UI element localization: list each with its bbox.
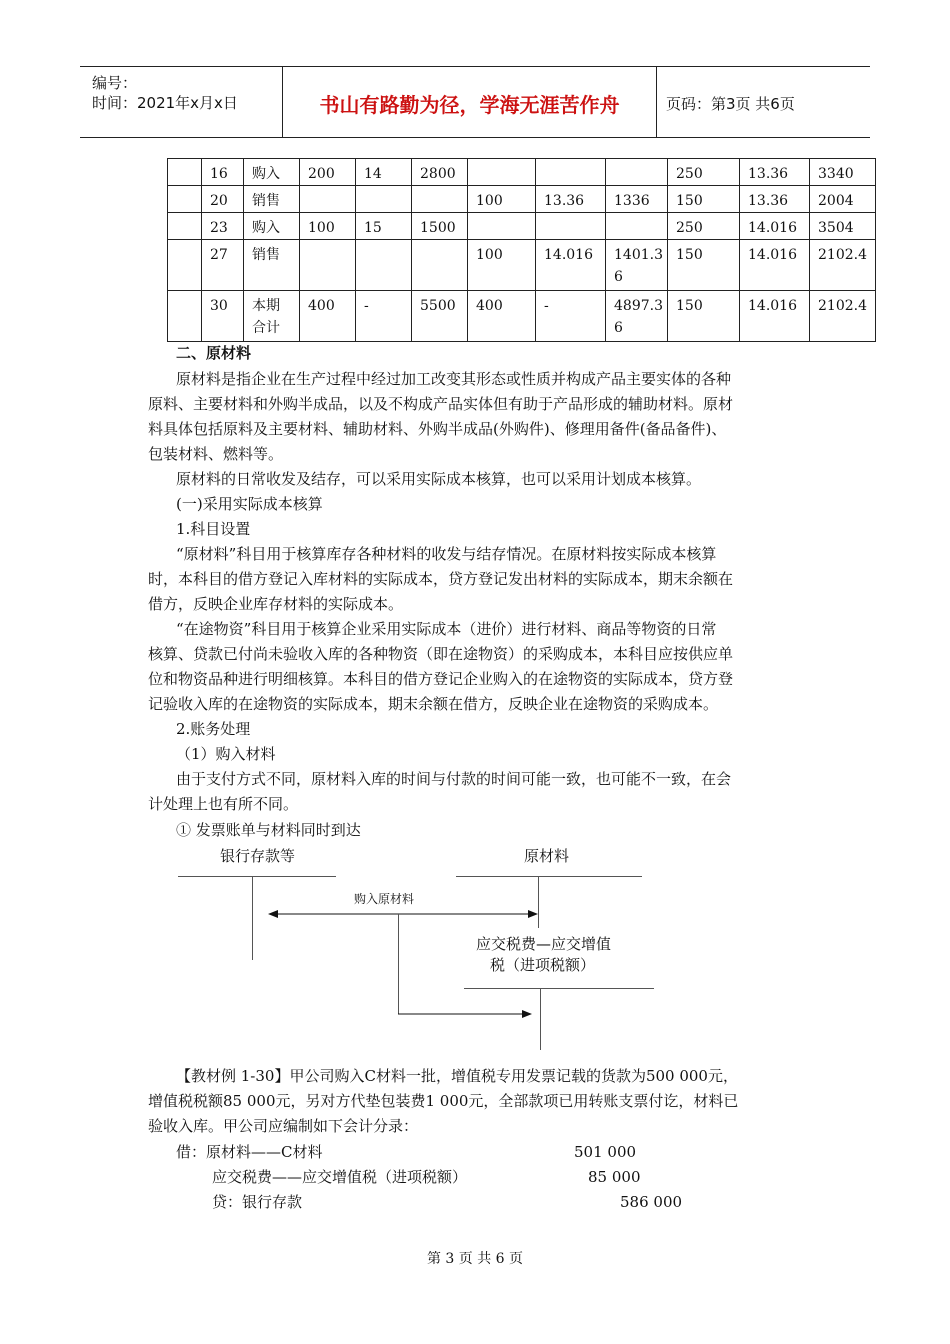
table-cell: 3340 — [810, 159, 876, 186]
inventory-ledger-table — [167, 158, 876, 342]
table-cell: 150 — [668, 291, 740, 342]
para3-line3: 借方，反映企业库存材料的实际成本。 — [148, 595, 404, 613]
table-cell: 4897.3 6 — [606, 291, 668, 342]
table-cell: 购入 — [244, 159, 300, 186]
table-cell — [468, 213, 536, 240]
table-cell: 销售 — [244, 240, 300, 291]
example-line2: 增值税税额85 000元，另对方代垫包装费1 000元，全部款项已用转账支票付讫，材料已 — [148, 1092, 739, 1110]
table-cell: 27 — [202, 240, 244, 291]
right-account-line — [456, 876, 642, 877]
table-cell: 13.36 — [740, 159, 810, 186]
table-cell — [606, 213, 668, 240]
table-cell: 2102.4 — [810, 240, 876, 291]
table-cell: 100 — [468, 186, 536, 213]
para5-line2: 计处理上也有所不同。 — [148, 795, 299, 813]
debit2-label: 应交税费——应交增值税（进项税额） — [212, 1168, 468, 1186]
subheading-account-setup: 1.科目设置 — [176, 520, 251, 538]
table-cell: 250 — [668, 159, 740, 186]
subheading-purchase: （1）购入材料 — [176, 745, 276, 763]
example-line3: 验收入库。甲公司应编制如下会计分录： — [148, 1117, 419, 1135]
right-account-label: 原材料 — [524, 847, 570, 865]
section-title: 二、原材料 — [176, 344, 252, 362]
right-arrow-icon — [398, 1006, 532, 1022]
table-cell: 400 — [300, 291, 356, 342]
subheading-actual-cost: (一)采用实际成本核算 — [176, 495, 323, 513]
table-cell: 400 — [468, 291, 536, 342]
tax-account-label-line1: 应交税费—应交增值 — [476, 935, 612, 953]
table-cell: 14.016 — [740, 240, 810, 291]
left-account-divider — [252, 876, 253, 960]
header-page-info: 页码：第3页 共6页 — [666, 95, 795, 113]
case1-heading: ① 发票账单与材料同时到达 — [176, 821, 361, 839]
table-cell: 16 — [202, 159, 244, 186]
date-label: 时间：2021年x月x日 — [92, 94, 238, 112]
table-cell — [168, 291, 202, 342]
header-motto: 书山有路勤为径，学海无涯苦作舟 — [319, 93, 620, 117]
table-cell: 14.016 — [740, 213, 810, 240]
para2: 原材料的日常收发及结存，可以采用实际成本核算，也可以采用计划成本核算。 — [176, 470, 702, 488]
para3-line2: 时，本科目的借方登记入库材料的实际成本，贷方登记发出材料的实际成本，期末余额在 — [148, 570, 734, 588]
table-cell: - — [356, 291, 412, 342]
header-meta — [92, 73, 238, 113]
table-cell: - — [536, 291, 606, 342]
double-arrow-icon — [268, 906, 538, 922]
tax-account-divider — [540, 988, 541, 1050]
table-cell — [168, 159, 202, 186]
table-cell: 20 — [202, 186, 244, 213]
table-cell: 14 — [356, 159, 412, 186]
table-cell: 1336 — [606, 186, 668, 213]
left-account-line — [178, 876, 336, 877]
table-cell: 1401.3 6 — [606, 240, 668, 291]
table-cell: 100 — [300, 213, 356, 240]
para1-line4: 包装材料、燃料等。 — [148, 445, 284, 463]
para1-line3: 料具体包括原料及主要材料、辅助材料、外购半成品(外购件)、修理用备件(备品备件)、 — [148, 420, 727, 438]
number-label: 编号： — [92, 74, 138, 92]
table-cell: 200 — [300, 159, 356, 186]
table-cell: 14.016 — [740, 291, 810, 342]
arrow-label: 购入原材料 — [354, 892, 415, 906]
left-account-label: 银行存款等 — [220, 847, 296, 865]
debit1-amount: 501 000 — [574, 1143, 637, 1161]
table-cell — [300, 186, 356, 213]
debit1-label: 借：原材料——C材料 — [176, 1143, 323, 1161]
table-cell: 销售 — [244, 186, 300, 213]
table-cell: 100 — [468, 240, 536, 291]
credit-amount: 586 000 — [620, 1193, 683, 1211]
table-cell — [168, 240, 202, 291]
table-cell: 2102.4 — [810, 291, 876, 342]
para1-line1: 原材料是指企业在生产过程中经过加工改变其形态或性质并构成产品主要实体的各种 — [176, 370, 732, 388]
para4-line4: 记验收入库的在途物资的实际成本，期末余额在借方，反映企业在途物资的采购成本。 — [148, 695, 719, 713]
table-cell: 1500 — [412, 213, 468, 240]
table-row — [168, 240, 876, 291]
example-line1: 【教材例 1-30】甲公司购入C材料一批，增值税专用发票记载的货款为500 000元， — [176, 1067, 738, 1085]
table-cell: 5500 — [412, 291, 468, 342]
table-cell: 本期 合计 — [244, 291, 300, 342]
table-cell: 14.016 — [536, 240, 606, 291]
table-cell — [536, 213, 606, 240]
table-cell: 13.36 — [536, 186, 606, 213]
table-cell: 30 — [202, 291, 244, 342]
page-footer: 第 3 页 共 6 页 — [426, 1251, 524, 1267]
para3-line1: “原材料”科目用于核算库存各种材料的收发与结存情况。在原材料按实际成本核算 — [176, 545, 717, 563]
table-cell — [412, 240, 468, 291]
table-row — [168, 213, 876, 240]
para4-line2: 核算、贷款已付尚未验收入库的各种物资（即在途物资）的采购成本，本科目应按供应单 — [148, 645, 734, 663]
para1-line2: 原料、主要材料和外购半成品，以及不构成产品实体但有助于产品形成的辅助材料。原材 — [148, 395, 734, 413]
page-header — [80, 66, 870, 138]
table-row — [168, 291, 876, 342]
table-cell — [356, 240, 412, 291]
subheading-bookkeeping: 2.账务处理 — [176, 720, 251, 738]
table-cell — [468, 159, 536, 186]
tax-account-line — [464, 988, 654, 989]
table-cell: 23 — [202, 213, 244, 240]
table-row — [168, 186, 876, 213]
para4-line1: “在途物资”科目用于核算企业采用实际成本（进价）进行材料、商品等物资的日常 — [176, 620, 717, 638]
table-cell — [606, 159, 668, 186]
table-cell: 150 — [668, 186, 740, 213]
credit-label: 贷：银行存款 — [212, 1193, 303, 1211]
table-cell: 13.36 — [740, 186, 810, 213]
para5-line1: 由于支付方式不同，原材料入库的时间与付款的时间可能一致，也可能不一致，在会 — [176, 770, 732, 788]
right-account-divider — [538, 876, 539, 928]
table-cell: 3504 — [810, 213, 876, 240]
table-cell: 2004 — [810, 186, 876, 213]
table-cell — [168, 213, 202, 240]
tax-account-label-line2: 税（进项税额） — [490, 956, 596, 974]
table-row — [168, 159, 876, 186]
table-cell: 250 — [668, 213, 740, 240]
table-cell: 2800 — [412, 159, 468, 186]
table-cell — [300, 240, 356, 291]
header-divider — [656, 67, 657, 137]
table-cell: 购入 — [244, 213, 300, 240]
para4-line3: 位和物资品种进行明细核算。本科目的借方登记企业购入的在途物资的实际成本，贷方登 — [148, 670, 734, 688]
table-cell — [356, 186, 412, 213]
table-cell — [412, 186, 468, 213]
debit2-amount: 85 000 — [588, 1168, 641, 1186]
table-cell: 150 — [668, 240, 740, 291]
table-cell: 15 — [356, 213, 412, 240]
tax-connector-line — [398, 914, 399, 1014]
table-cell — [168, 186, 202, 213]
table-cell — [536, 159, 606, 186]
